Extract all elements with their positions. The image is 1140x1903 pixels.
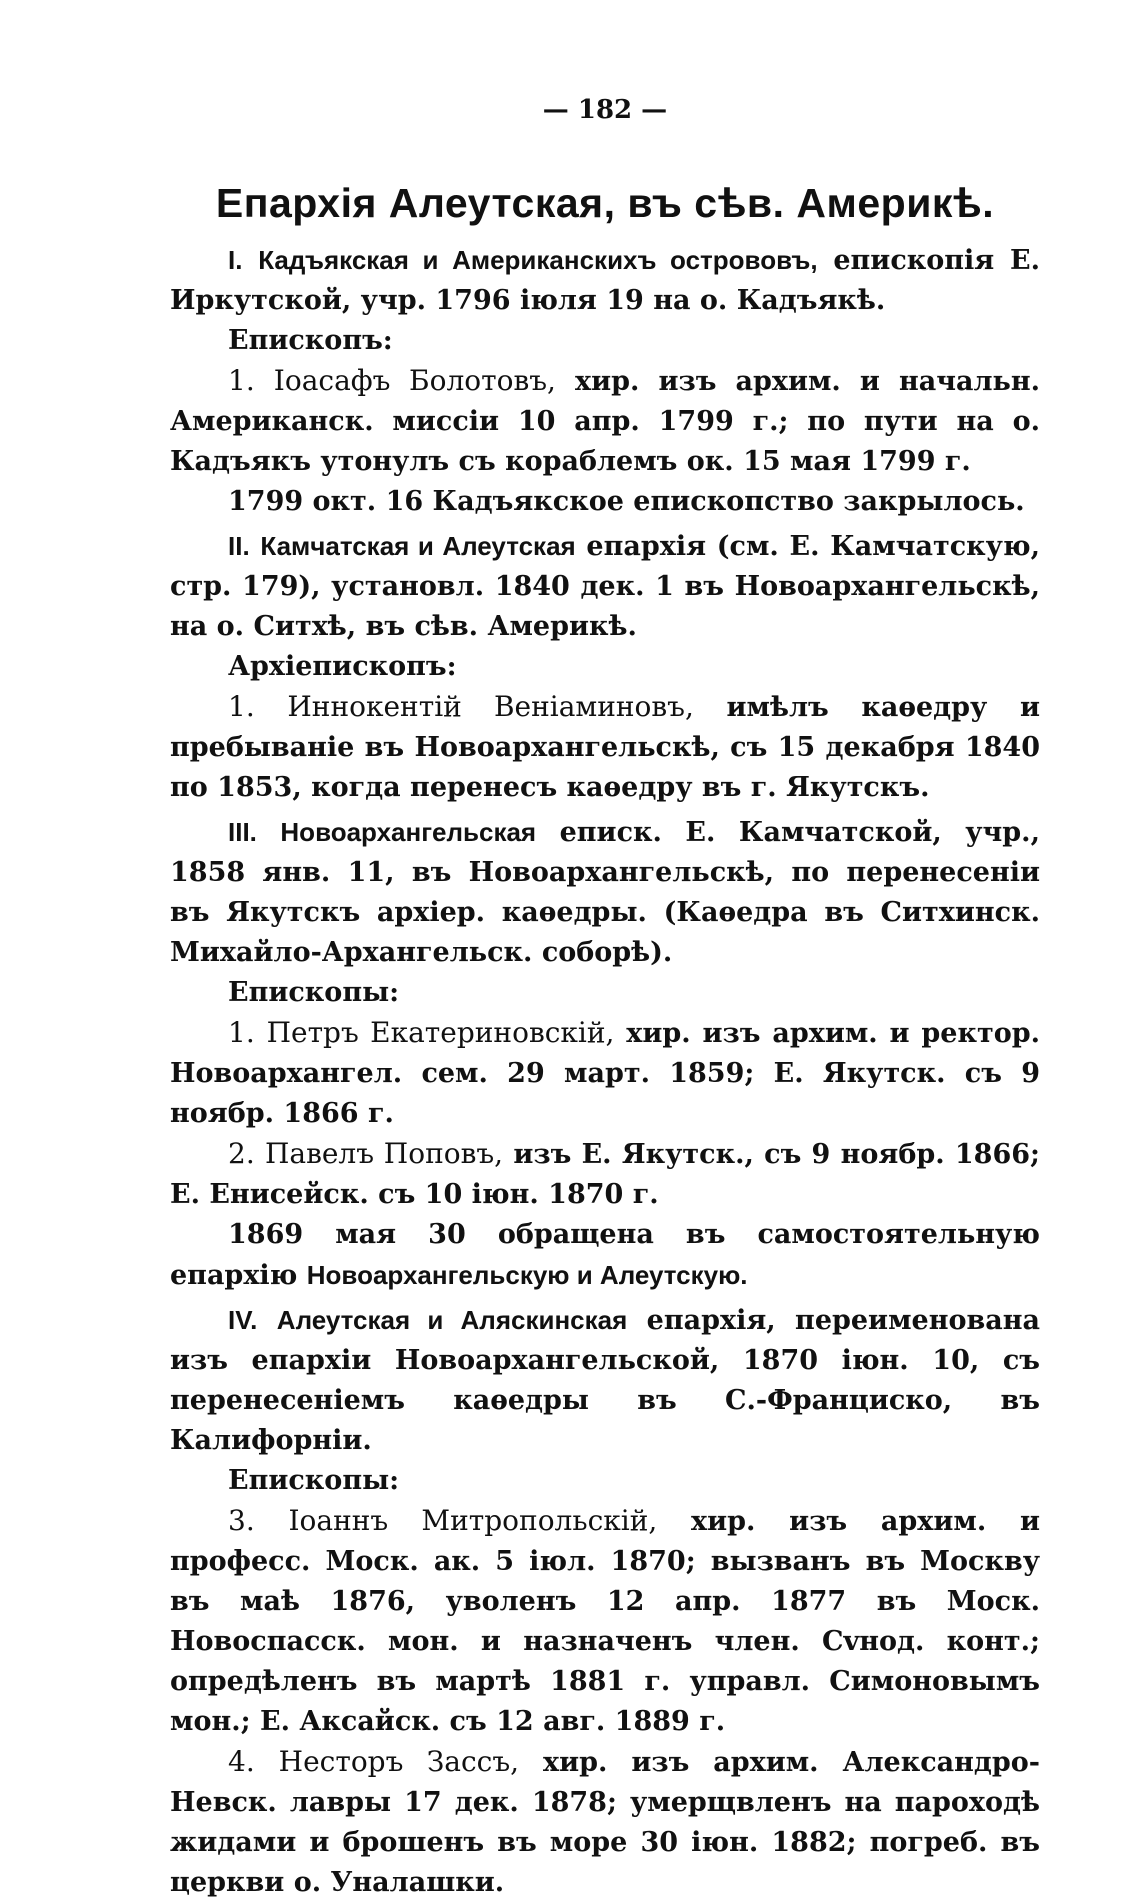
entry-num: 1.	[228, 1016, 255, 1049]
entry	[170, 687, 1040, 808]
section-3	[170, 812, 1040, 973]
entry-text: изъ Е. Якутск., съ 9 ноябр. 1866; Е. Енисейск. съ 10 іюн. 1870 г.	[170, 1139, 1040, 1210]
page	[170, 90, 1040, 1903]
entry-name: Павелъ Поповъ,	[264, 1137, 504, 1170]
entry	[170, 1501, 1040, 1742]
role-label: Епископы:	[228, 977, 400, 1008]
section-2	[170, 526, 1040, 647]
page-number: — 182 —	[542, 95, 668, 125]
section-heading: Новоархангельская	[280, 817, 537, 847]
entry-num: 3.	[228, 1504, 255, 1537]
section-text: епархія, переименована изъ епархіи Новоархангельской, 1870 іюн. 10, съ перенесеніемъ каѳедры въ С.-Франциско, въ Калифорніи.	[170, 1305, 1040, 1456]
entry	[170, 1742, 1040, 1903]
section-1	[170, 240, 1040, 321]
note-text: 1869 мая 30 обращена въ самостоятельную епархію	[170, 1219, 1040, 1291]
entry-name: Несторъ Зассъ,	[278, 1745, 520, 1778]
role-label: Епископы:	[228, 1465, 400, 1496]
entry-num: 1.	[228, 364, 255, 397]
note-bold: Новоархангельскую и Алеутскую.	[306, 1260, 748, 1290]
section-heading: Камчатская и Алеутская	[260, 531, 576, 561]
role-label: Епископъ:	[228, 325, 393, 356]
entry-text: хир. изъ архим. Александро-Невск. лавры 17 дек. 1878; умерщвленъ на пароходѣ жидами и брошенъ въ море 30 іюн. 1882; погреб. въ церкви о. Уналашки.	[170, 1747, 1040, 1898]
section-text: епископія Е. Иркутской, учр. 1796 іюля 19 на о. Кадъякѣ.	[170, 245, 1040, 316]
section-4	[170, 1300, 1040, 1461]
entry-num: 4.	[228, 1745, 255, 1778]
section-note: 1799 окт. 16 Кадъякское епископство закрылось.	[228, 486, 1025, 517]
section-text: еписк. Е. Камчатской, учр., 1858 янв. 11, въ Новоархангельскѣ, по перенесеніи въ Якутскъ архіер. каѳедры. (Каѳедра въ Ситхинск. Михайло-Архангельск. соборѣ).	[170, 817, 1040, 968]
entry-num: 2.	[228, 1137, 255, 1170]
section-numeral: II.	[228, 531, 250, 561]
section-numeral: I.	[228, 245, 243, 275]
entry-text: хир. изъ архим. и начальн. Американск. миссіи 10 апр. 1799 г.; по пути на о. Кадъякъ утонулъ съ кораблемъ ок. 15 мая 1799 г.	[170, 366, 1040, 477]
section-heading: Алеутская и Аляскинская	[276, 1305, 628, 1335]
role-label: Архіепископъ:	[228, 651, 457, 682]
entry-name: Иннокентій Веніаминовъ,	[287, 690, 694, 723]
section-numeral: IV.	[228, 1305, 258, 1335]
section-note	[170, 1215, 1040, 1296]
entry-name: Іоасафъ Болотовъ,	[273, 364, 556, 397]
entry-text: хир. изъ архим. и ректор. Новоархангел. сем. 29 март. 1859; Е. Якутск. съ 9 ноябр. 1866 г.	[170, 1018, 1041, 1129]
section-numeral: III.	[228, 817, 257, 847]
page-title: Епархія Алеутская, въ сѣв. Америкѣ.	[215, 180, 995, 226]
entry-name: Петръ Екатериновскій,	[266, 1016, 615, 1049]
entry-num: 1.	[228, 690, 255, 723]
entry-text: хир. изъ архим. и професс. Моск. ак. 5 іюл. 1870; вызванъ въ Москву въ маѣ 1876, уволенъ 12 апр. 1877 въ Моск. Новоспасск. мон. и назначенъ член. Сvнод. конт.; опредѣленъ въ мартѣ 1881 г. управл. Симоновымъ мон.; Е. Аксайск. съ 12 авг. 1889 г.	[170, 1506, 1040, 1737]
entry-name: Іоаннъ Митропольскій,	[288, 1504, 658, 1537]
section-heading: Кадъякская и Американскихъ острововъ,	[258, 245, 818, 275]
entry-text: имѣлъ каѳедру и пребываніе въ Новоархангельскѣ, съ 15 декабря 1840 по 1853, когда перенесъ каѳедру въ г. Якутскъ.	[170, 692, 1040, 803]
entry	[170, 1134, 1040, 1215]
entry	[170, 1013, 1040, 1134]
section-text: епархія (см. Е. Камчатскую, стр. 179), установл. 1840 дек. 1 въ Новоархангельскѣ, на о. Ситхѣ, въ сѣв. Америкѣ.	[170, 531, 1041, 642]
entry	[170, 361, 1040, 482]
